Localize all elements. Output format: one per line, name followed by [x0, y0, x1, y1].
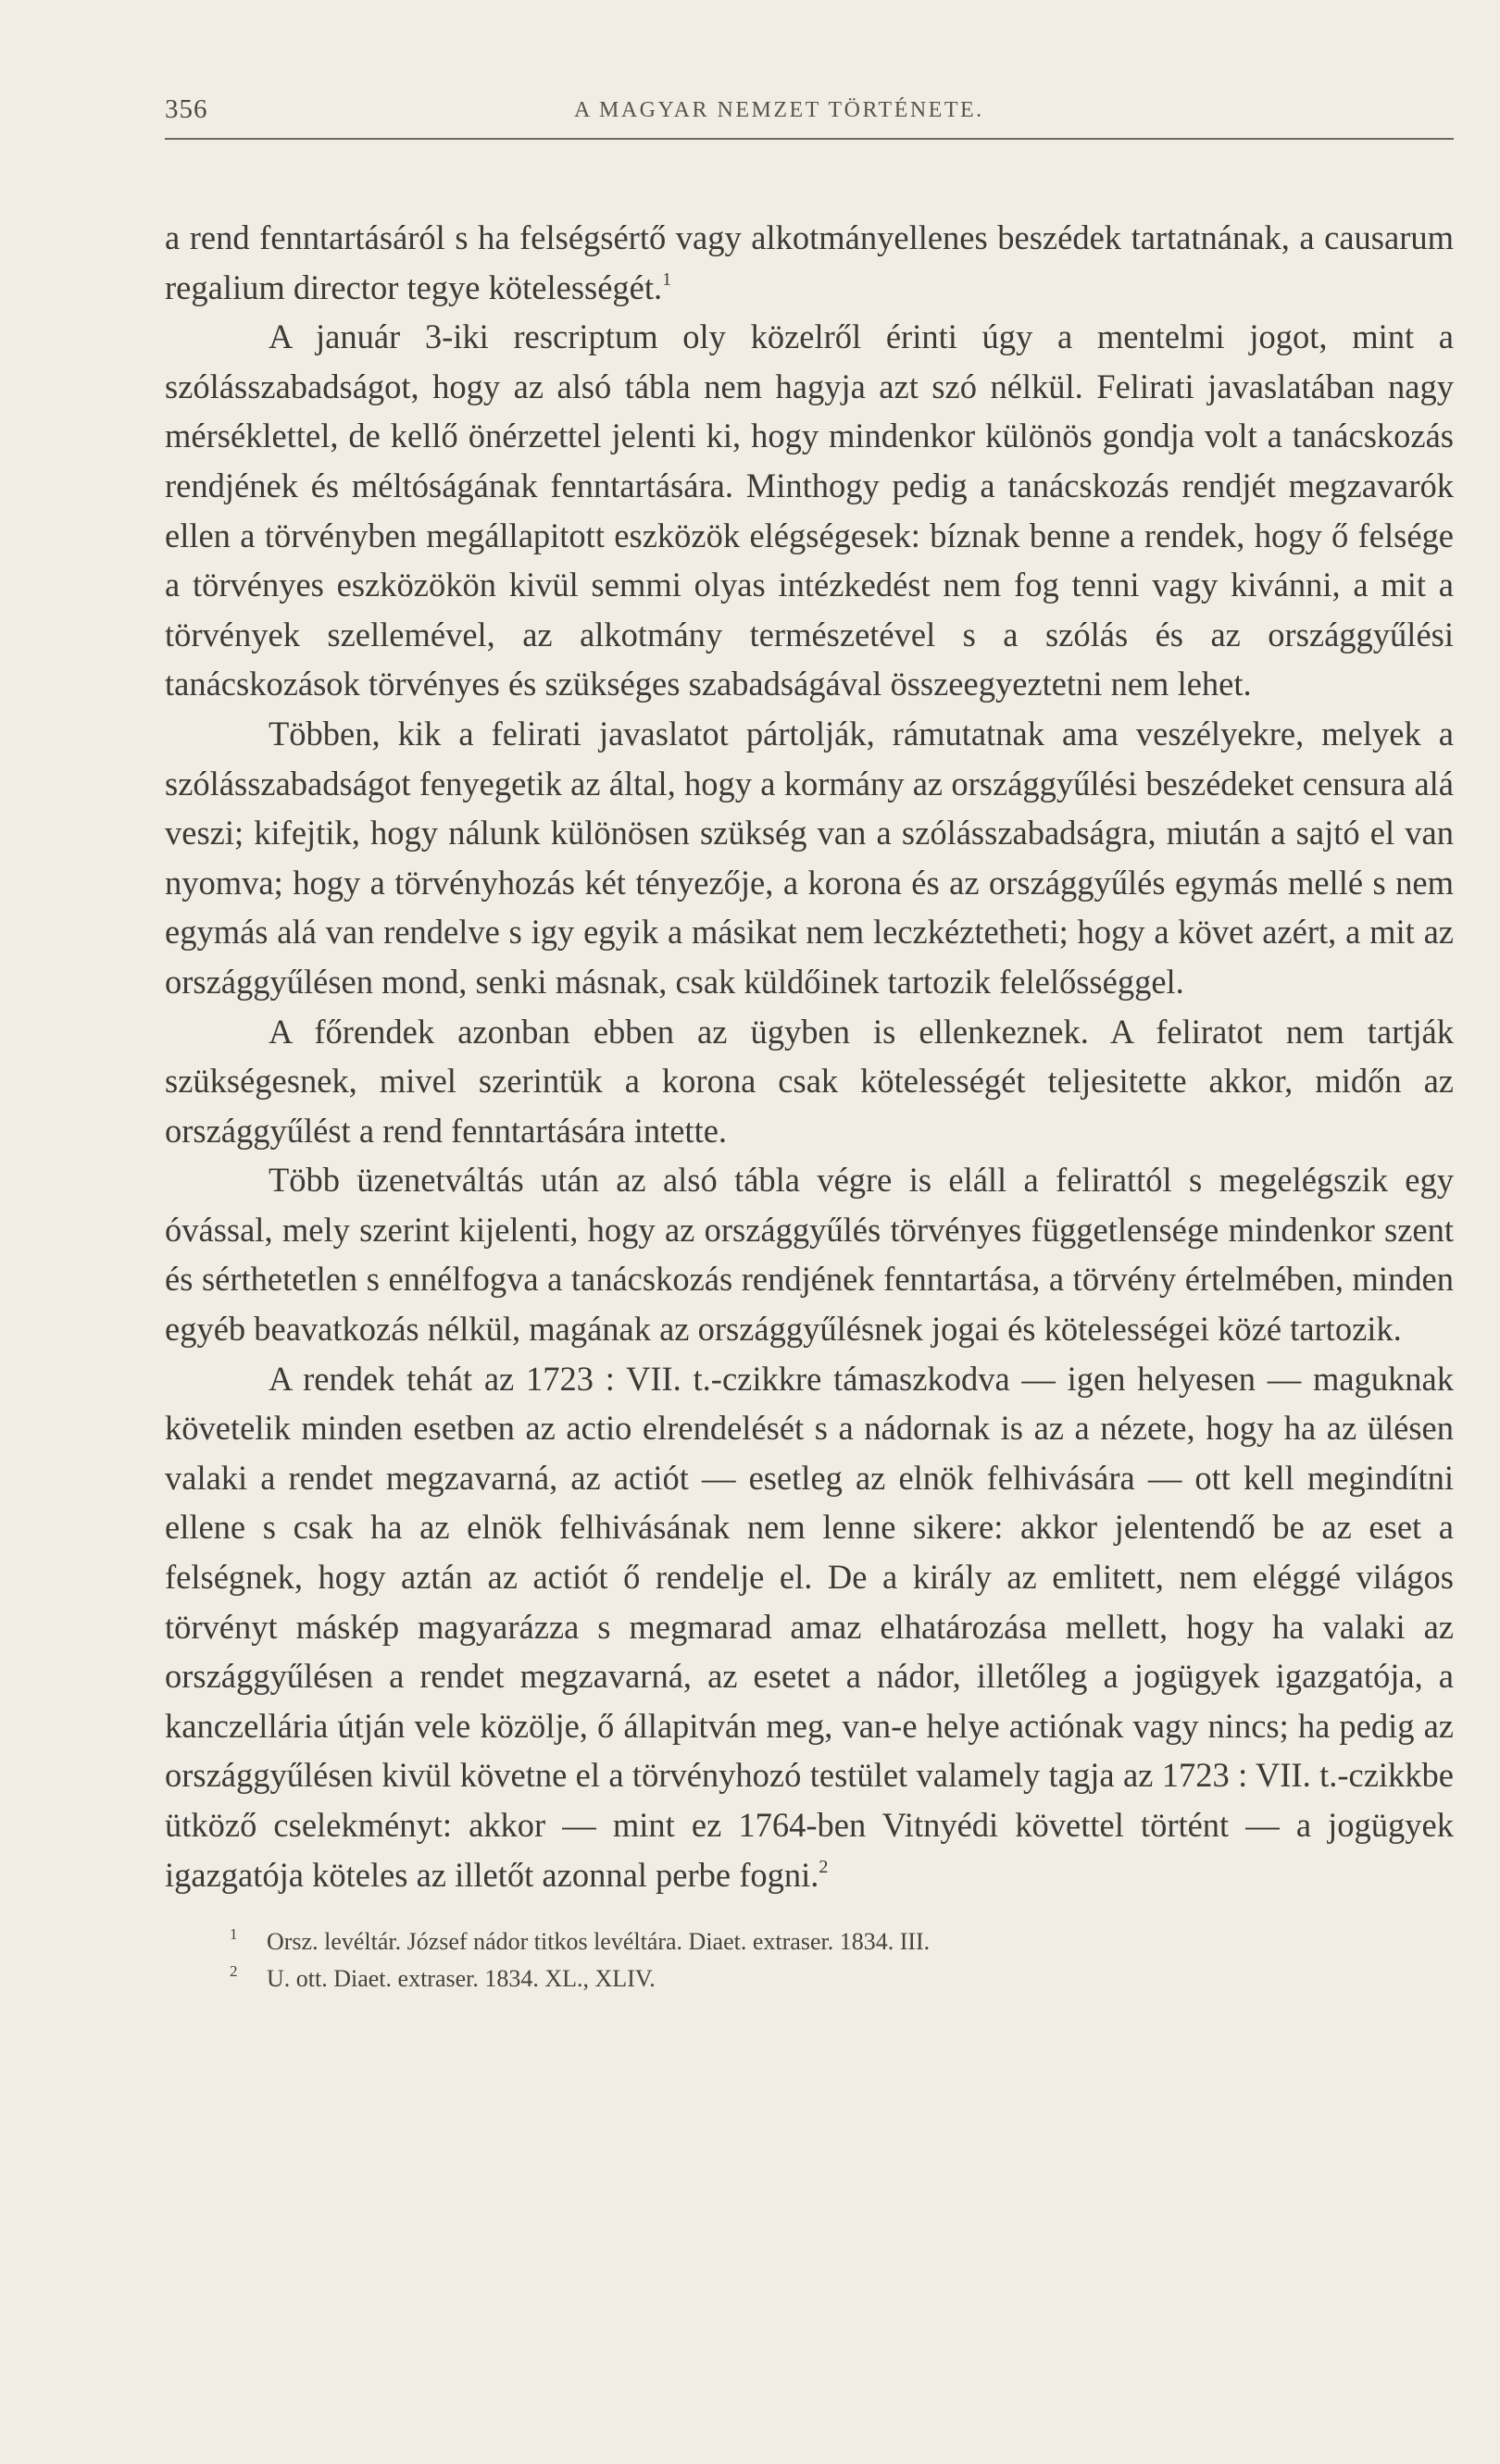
paragraph-text: a rend fenntartásáról s ha felségsértő vagy alkotmányellenes beszédek tartatnának, a causarum regalium director tegye kötelességét.	[165, 218, 1454, 306]
paragraph-text: A főrendek azonban ebben az ügyben is ellenkeznek. A feliratot nem tartják szükségesnek, mivel szerintük a korona csak kötelességét teljesitette akkor, midőn az országgyűlést a rend fenntartására intette.	[165, 1012, 1454, 1150]
footnote-text: U. ott. Diaet. extraser. 1834. XL., XLIV.	[267, 1965, 656, 1993]
footnote	[230, 1923, 1454, 1960]
body-text	[165, 213, 1454, 1899]
paragraph	[165, 213, 1454, 312]
paragraph	[165, 1354, 1454, 1900]
paragraph	[165, 1007, 1454, 1156]
paragraph	[165, 1155, 1454, 1353]
paragraph-text: A rendek tehát az 1723 : VII. t.-czikkre támaszkodva — igen helyesen — maguknak követelik minden esetben az actio elrendelését s a nádornak is az a nézete, hogy ha az ülésen valaki a rendet megzavarná, az actiót — esetleg az elnök felhivására — ott kell megindítni ellene s csak ha az elnök felhivásának nem lenne sikere: akkor jelentendő be az eset a felségnek, hogy aztán az actiót ő rendelje el. De a király az emlitett, nem eléggé világos törvényt máskép magyarázza s megmarad amaz elhatározása mellett, hogy ha valaki az országgyűlésen a rendet megzavarná, az esetet a nádor, illetőleg a jogügyek igazgatója, a kanczellária útján vele közölje, ő állapitván meg, van-e helye actiónak vagy nincs; ha pedig az országgyűlésen kivül követne el a törvényhozó testület valamely tagja az 1723 : VII. t.-czikkbe ütköző cselekményt: akkor — mint ez 1764-ben Vitnyédi követtel történt — a jogügyek igazgatója köteles az illetőt azonnal perbe fogni.	[165, 1359, 1454, 1894]
book-page	[165, 89, 1454, 1997]
paragraph	[165, 709, 1454, 1007]
paragraph	[165, 312, 1454, 709]
page-number: 356	[165, 94, 208, 124]
header-rule	[165, 138, 1454, 140]
footnote-mark: 1	[230, 1925, 238, 1944]
paragraph-text: A január 3-iki rescriptum oly közelről érinti úgy a mentelmi jogot, mint a szólásszabadságot, hogy az alsó tábla nem hagyja azt szó nélkül. Felirati javaslatában nagy mérséklettel, de kellő önérzettel jelenti ki, hogy mindenkor különös gondja volt a tanácskozás rendjének és méltóságának fenntartására. Minthogy pedig a tanácskozás rendjét megzavarók ellen a törvényben megállapitott eszközök elégségesek: bíznak benne a rendek, hogy ő felsége a törvényes eszközökön kivül semmi olyas intézkedést nem fog tenni vagy kivánni, a mit a törvények szellemével, az alkotmány természetével s a szólás és az országgyűlési tanácskozások törvényes és szükséges szabadságával összeegyeztetni nem lehet.	[165, 317, 1454, 703]
page-header	[165, 89, 1454, 144]
footnote-reference[interactable]: 1	[662, 268, 672, 290]
paragraph-text: Több üzenetváltás után az alsó tábla végre is eláll a felirattól s megelégszik egy óvással, mely szerint kijelenti, hogy az országgyűlés törvényes függetlensége mindenkor szent és sérthetetlen s ennélfogva a tanácskozás rendjének fenntartása, a törvény értelmében, minden egyéb beavatkozás nélkül, magának az országgyűlésnek jogai és kötelességei közé tartozik.	[165, 1161, 1454, 1349]
running-title: A MAGYAR NEMZET TÖRTÉNETE.	[574, 98, 984, 122]
footnotes	[165, 1923, 1454, 1997]
footnote-mark: 2	[230, 1962, 238, 1981]
footnote	[230, 1960, 1454, 1997]
footnote-reference[interactable]: 2	[819, 1856, 829, 1877]
footnote-text: Orsz. levéltár. József nádor titkos levéltára. Diaet. extraser. 1834. III.	[267, 1928, 931, 1956]
paragraph-text: Többen, kik a felirati javaslatot pártolják, rámutatnak ama veszélyekre, melyek a szólásszabadságot fenyegetik az által, hogy a kormány az országgyűlési beszédeket censura alá veszi; kifejtik, hogy nálunk különösen szükség van a szólásszabadságra, miután a sajtó el van nyomva; hogy a törvényhozás két tényezője, a korona és az országgyűlés egymás mellé s nem egymás alá van rendelve s igy egyik a másikat nem leczkéztetheti; hogy a követ azért, a mit az országgyűlésen mond, senki másnak, csak küldőinek tartozik felelősséggel.	[165, 714, 1454, 1001]
